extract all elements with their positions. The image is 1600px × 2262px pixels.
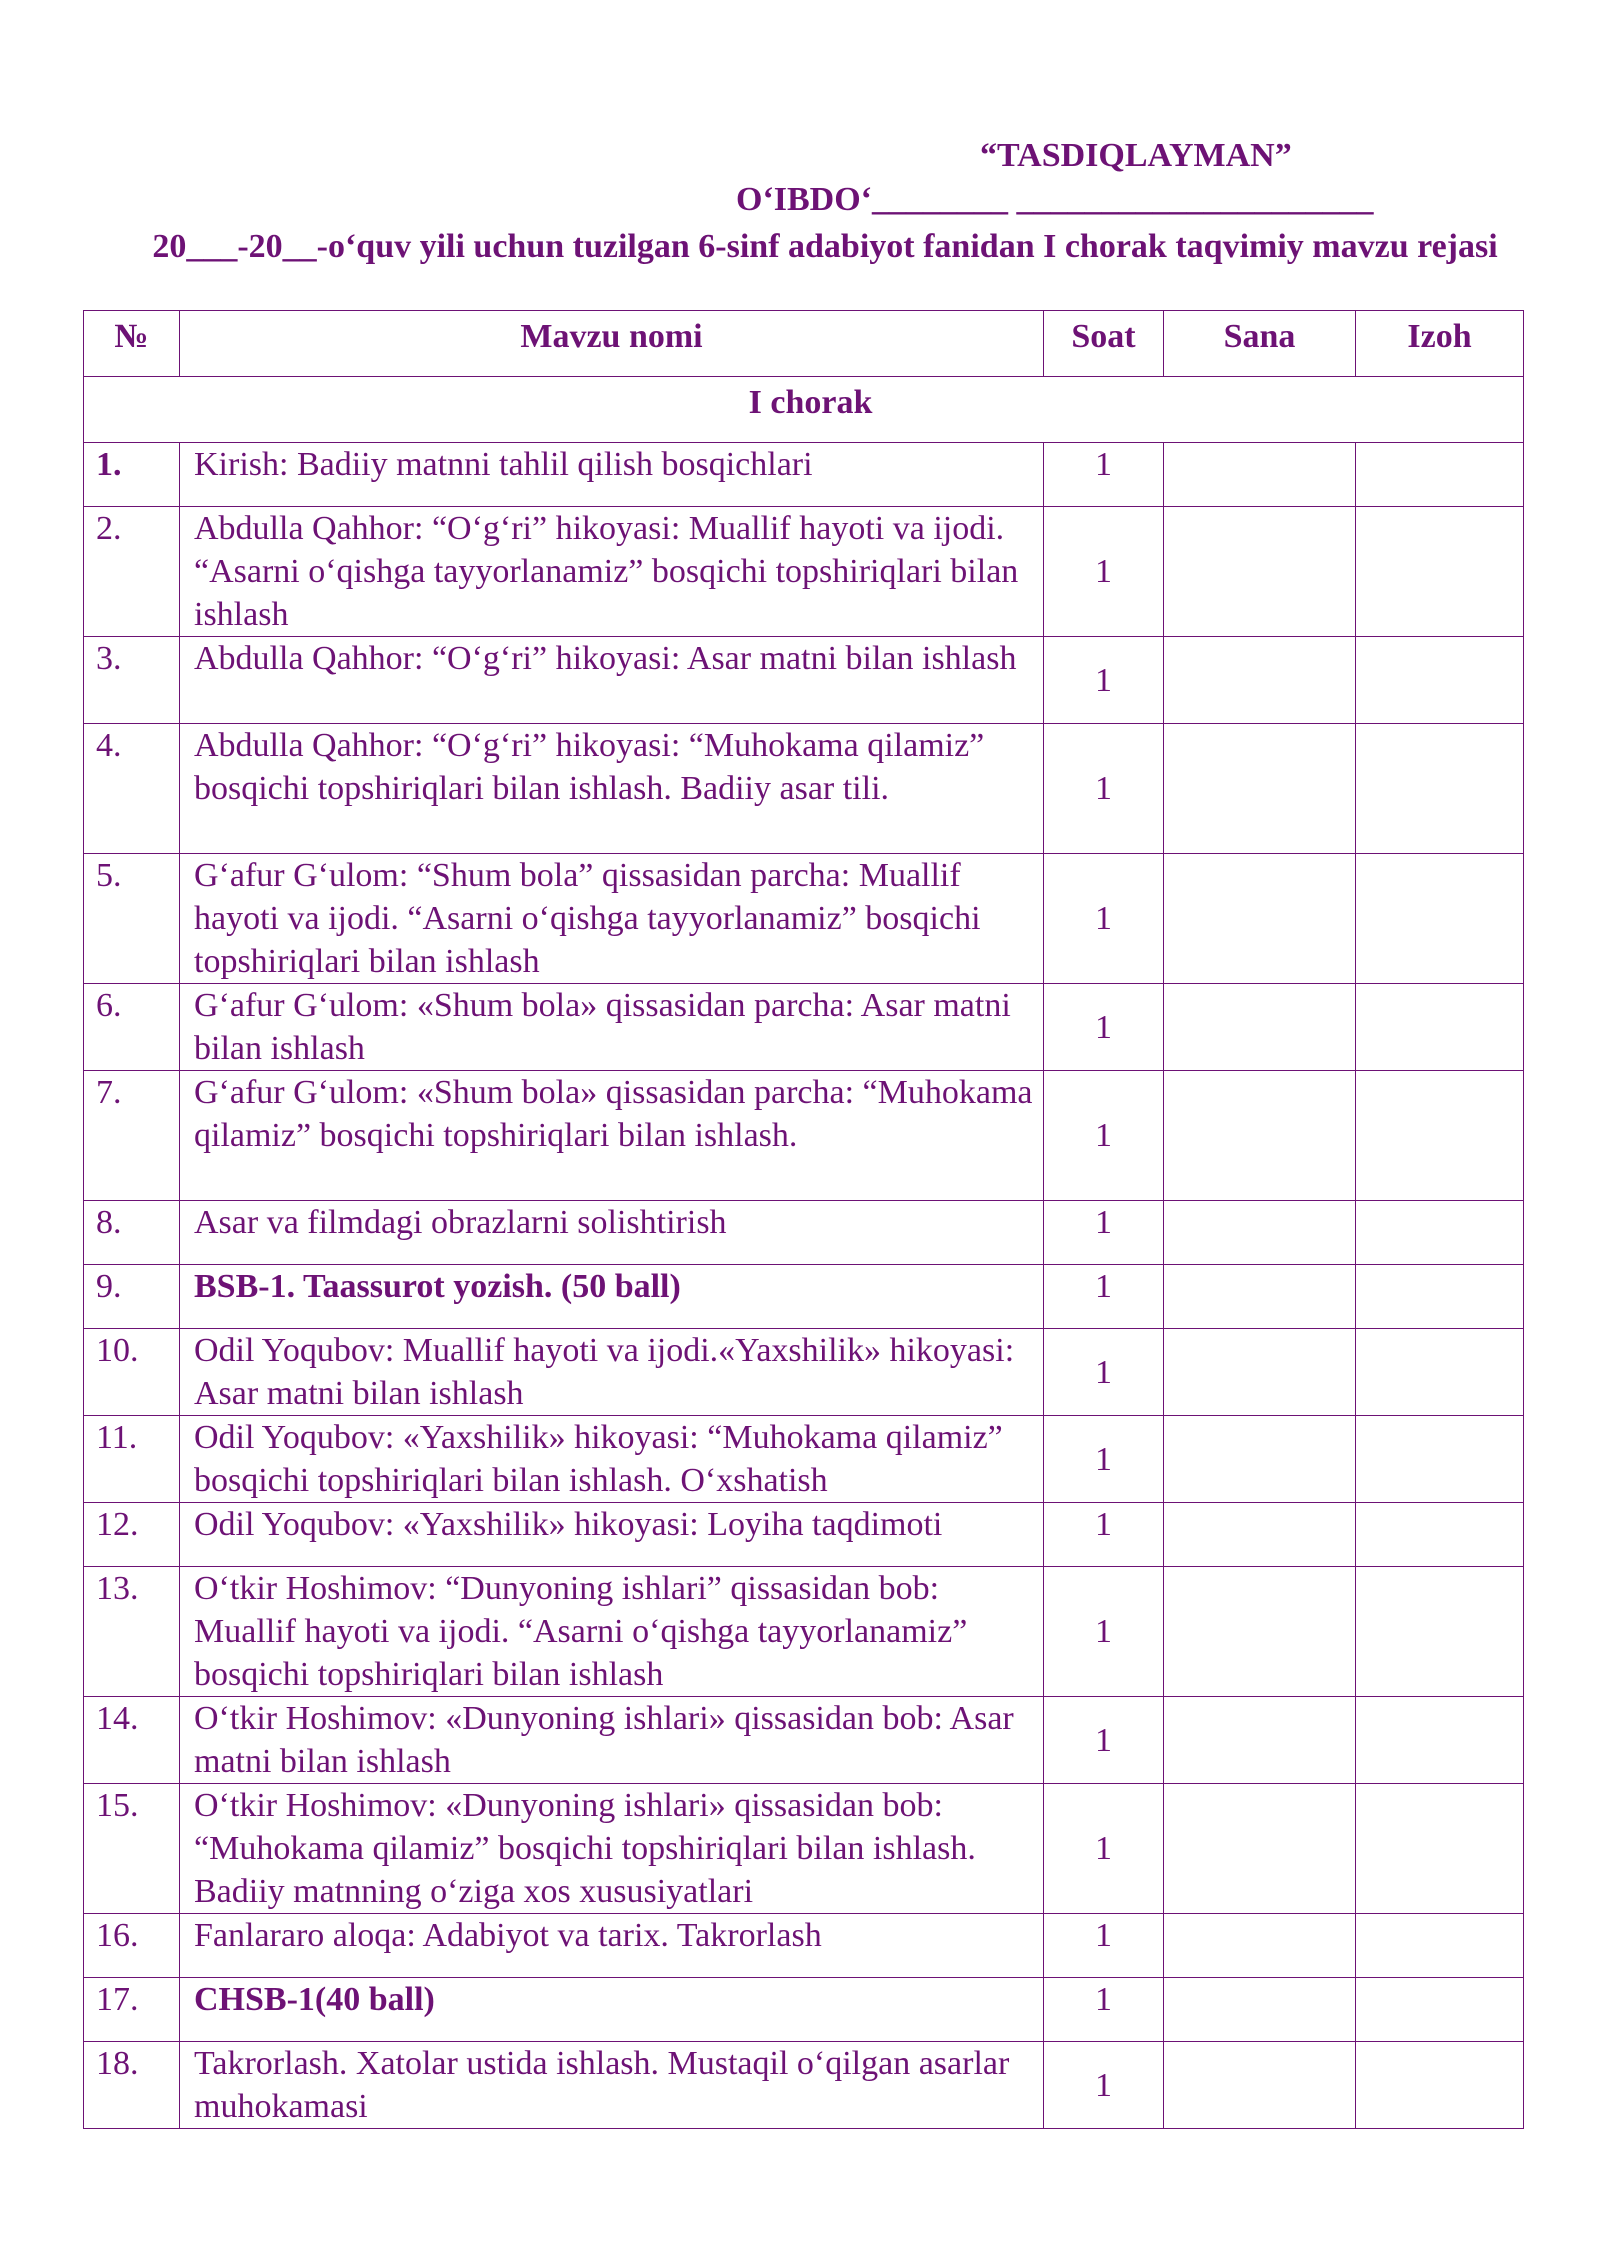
row-hours: 1 — [1044, 637, 1164, 724]
section-label: I chorak — [84, 377, 1524, 443]
table-row — [84, 1914, 1524, 1978]
table-row — [84, 1784, 1524, 1914]
row-note — [1356, 637, 1524, 724]
table-row — [84, 1329, 1524, 1416]
row-hours: 1 — [1044, 1784, 1164, 1914]
table-row — [84, 1978, 1524, 2042]
row-number: 8. — [84, 1201, 180, 1265]
row-date — [1164, 1071, 1356, 1201]
document-title: 20___-20__-o‘quv yili uchun tuzilgan 6-sinf adabiyot fanidan I chorak taqvimiy mavzu rejasi — [152, 228, 1498, 265]
table-row — [84, 1697, 1524, 1784]
row-note — [1356, 984, 1524, 1071]
row-note — [1356, 443, 1524, 507]
row-date — [1164, 443, 1356, 507]
row-date — [1164, 637, 1356, 724]
row-topic: Abdulla Qahhor: “O‘g‘ri” hikoyasi: Muallif hayoti va ijodi. “Asarni o‘qishga tayyorlanamiz” bosqichi topshiriqlari bilan ishlash — [180, 507, 1044, 637]
row-date — [1164, 1784, 1356, 1914]
row-hours: 1 — [1044, 2042, 1164, 2129]
row-note — [1356, 1329, 1524, 1416]
row-topic: Odil Yoqubov: Muallif hayoti va ijodi.«Yaxshilik» hikoyasi: Asar matni bilan ishlash — [180, 1329, 1044, 1416]
row-hours: 1 — [1044, 1201, 1164, 1265]
col-topic: Mavzu nomi — [180, 311, 1044, 377]
row-topic: CHSB-1(40 ball) — [180, 1978, 1044, 2042]
row-topic: Abdulla Qahhor: “O‘g‘ri” hikoyasi: Asar matni bilan ishlash — [180, 637, 1044, 724]
row-hours: 1 — [1044, 1265, 1164, 1329]
row-hours: 1 — [1044, 1697, 1164, 1784]
row-note — [1356, 1784, 1524, 1914]
row-hours: 1 — [1044, 854, 1164, 984]
approve-label: “TASDIQLAYMAN” — [980, 137, 1292, 174]
row-hours: 1 — [1044, 1071, 1164, 1201]
row-number: 16. — [84, 1914, 180, 1978]
row-note — [1356, 1071, 1524, 1201]
row-topic: G‘afur G‘ulom: “Shum bola” qissasidan parcha: Muallif hayoti va ijodi. “Asarni o‘qishga tayyorlanamiz” bosqichi topshiriqlari bilan ishlash — [180, 854, 1044, 984]
director-line: O‘IBDO‘________ _____________________ — [736, 181, 1374, 218]
row-note — [1356, 1914, 1524, 1978]
row-topic: Takrorlash. Xatolar ustida ishlash. Mustaqil o‘qilgan asarlar muhokamasi — [180, 2042, 1044, 2129]
row-date — [1164, 1914, 1356, 1978]
row-number: 12. — [84, 1503, 180, 1567]
row-number: 11. — [84, 1416, 180, 1503]
row-date — [1164, 984, 1356, 1071]
row-number: 17. — [84, 1978, 180, 2042]
col-note: Izoh — [1356, 311, 1524, 377]
row-number: 10. — [84, 1329, 180, 1416]
header-row — [84, 311, 1524, 377]
row-number: 7. — [84, 1071, 180, 1201]
row-date — [1164, 724, 1356, 854]
row-hours: 1 — [1044, 984, 1164, 1071]
row-date — [1164, 1978, 1356, 2042]
row-date — [1164, 854, 1356, 984]
table-row — [84, 637, 1524, 724]
row-number: 2. — [84, 507, 180, 637]
row-note — [1356, 1567, 1524, 1697]
table-row — [84, 1503, 1524, 1567]
row-number: 14. — [84, 1697, 180, 1784]
col-number: № — [84, 311, 180, 377]
row-hours: 1 — [1044, 1567, 1164, 1697]
row-hours: 1 — [1044, 1978, 1164, 2042]
row-date — [1164, 1503, 1356, 1567]
row-date — [1164, 1697, 1356, 1784]
table-row — [84, 724, 1524, 854]
table-row — [84, 1071, 1524, 1201]
row-hours: 1 — [1044, 443, 1164, 507]
row-note — [1356, 1416, 1524, 1503]
row-number: 5. — [84, 854, 180, 984]
row-topic: Odil Yoqubov: «Yaxshilik» hikoyasi: Loyiha taqdimoti — [180, 1503, 1044, 1567]
row-date — [1164, 2042, 1356, 2129]
row-date — [1164, 1329, 1356, 1416]
row-hours: 1 — [1044, 1416, 1164, 1503]
row-topic: Kirish: Badiiy matnni tahlil qilish bosqichlari — [180, 443, 1044, 507]
row-number: 6. — [84, 984, 180, 1071]
row-topic: BSB-1. Taassurot yozish. (50 ball) — [180, 1265, 1044, 1329]
table-row — [84, 2042, 1524, 2129]
row-note — [1356, 507, 1524, 637]
row-hours: 1 — [1044, 507, 1164, 637]
row-number: 1. — [84, 443, 180, 507]
row-number: 13. — [84, 1567, 180, 1697]
row-topic: O‘tkir Hoshimov: «Dunyoning ishlari» qissasidan bob: Asar matni bilan ishlash — [180, 1697, 1044, 1784]
row-topic: Fanlararo aloqa: Adabiyot va tarix. Takrorlash — [180, 1914, 1044, 1978]
row-topic: Odil Yoqubov: «Yaxshilik» hikoyasi: “Muhokama qilamiz” bosqichi topshiriqlari bilan ishlash. O‘xshatish — [180, 1416, 1044, 1503]
col-date: Sana — [1164, 311, 1356, 377]
row-number: 18. — [84, 2042, 180, 2129]
col-hours: Soat — [1044, 311, 1164, 377]
row-hours: 1 — [1044, 1329, 1164, 1416]
row-date — [1164, 1201, 1356, 1265]
row-hours: 1 — [1044, 1503, 1164, 1567]
row-note — [1356, 1503, 1524, 1567]
schedule-table — [83, 310, 1524, 2129]
row-date — [1164, 1567, 1356, 1697]
row-topic: Abdulla Qahhor: “O‘g‘ri” hikoyasi: “Muhokama qilamiz” bosqichi topshiriqlari bilan ishlash. Badiiy asar tili. — [180, 724, 1044, 854]
row-note — [1356, 2042, 1524, 2129]
row-number: 9. — [84, 1265, 180, 1329]
row-date — [1164, 1265, 1356, 1329]
row-topic: O‘tkir Hoshimov: “Dunyoning ishlari” qissasidan bob: Muallif hayoti va ijodi. “Asarni o‘qishga tayyorlanamiz” bosqichi topshiriqlari bilan ishlash — [180, 1567, 1044, 1697]
row-note — [1356, 1978, 1524, 2042]
table-row — [84, 1416, 1524, 1503]
row-note — [1356, 1697, 1524, 1784]
table-row — [84, 1567, 1524, 1697]
row-hours: 1 — [1044, 724, 1164, 854]
row-note — [1356, 854, 1524, 984]
row-number: 3. — [84, 637, 180, 724]
table-row — [84, 1265, 1524, 1329]
row-topic: O‘tkir Hoshimov: «Dunyoning ishlari» qissasidan bob: “Muhokama qilamiz” bosqichi topshiriqlari bilan ishlash. Badiiy matnning o‘ziga xos xususiyatlari — [180, 1784, 1044, 1914]
row-date — [1164, 507, 1356, 637]
row-topic: G‘afur G‘ulom: «Shum bola» qissasidan parcha: “Muhokama qilamiz” bosqichi topshiriqlari bilan ishlash. — [180, 1071, 1044, 1201]
table-row — [84, 854, 1524, 984]
row-hours: 1 — [1044, 1914, 1164, 1978]
table-row — [84, 984, 1524, 1071]
section-row — [84, 377, 1524, 443]
table-row — [84, 1201, 1524, 1265]
row-topic: Asar va filmdagi obrazlarni solishtirish — [180, 1201, 1044, 1265]
row-note — [1356, 724, 1524, 854]
table-row — [84, 507, 1524, 637]
row-topic: G‘afur G‘ulom: «Shum bola» qissasidan parcha: Asar matni bilan ishlash — [180, 984, 1044, 1071]
row-date — [1164, 1416, 1356, 1503]
table-row — [84, 443, 1524, 507]
row-number: 4. — [84, 724, 180, 854]
row-note — [1356, 1265, 1524, 1329]
row-note — [1356, 1201, 1524, 1265]
row-number: 15. — [84, 1784, 180, 1914]
